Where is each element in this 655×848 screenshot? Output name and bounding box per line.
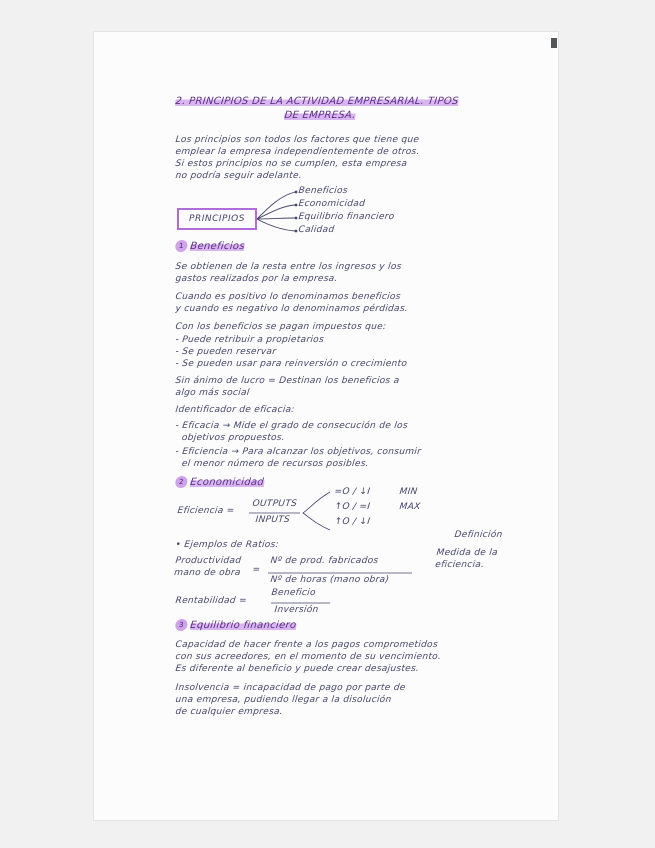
eficiencia-bound: MIN	[398, 487, 419, 497]
intro-line: no podría seguir adelante.	[174, 171, 303, 181]
productividad-equals: =	[251, 565, 261, 575]
eficiencia-label: Eficiencia =	[176, 506, 236, 516]
section-number-badge: 3	[175, 619, 188, 631]
equilibrio-line: una empresa, pudiendo llegar a la disolución	[174, 695, 392, 705]
page-title: 2. PRINCIPIOS DE LA ACTIVIDAD EMPRESARIAL. TIPOS	[174, 96, 460, 107]
principio-item: Beneficios	[297, 186, 349, 196]
eficiencia-case: ↑O / =I	[333, 502, 371, 512]
equilibrio-line: Insolvencia = incapacidad de pago por parte de	[174, 683, 407, 693]
beneficios-line: - Eficiencia → Para alcanzar los objetivos, consumir	[174, 447, 422, 457]
beneficios-line: el menor número de recursos posibles.	[174, 459, 370, 469]
rentabilidad-label: Rentabilidad =	[174, 596, 248, 606]
rentabilidad-numerator: Beneficio	[270, 588, 317, 598]
equilibrio-line: Capacidad de hacer frente a los pagos comprometidos	[174, 640, 439, 650]
intro-line: Los principios son todos los factores que tiene que	[174, 135, 420, 145]
rentabilidad-denominator: Inversión	[273, 605, 320, 615]
equilibrio-line: Es diferente al beneficio y puede crear desajustes.	[174, 664, 420, 674]
intro-line: Si estos principios no se cumplen, esta empresa	[174, 159, 408, 169]
section-number-badge: 1	[175, 240, 188, 252]
beneficios-line: y cuando es negativo lo denominamos pérdidas.	[174, 304, 409, 314]
definicion-text: Medida de la eficiencia.	[434, 548, 499, 570]
beneficios-line: - Eficacia → Mide el grado de consecución de los	[174, 421, 409, 431]
ejemplos-ratios: • Ejemplos de Ratios:	[174, 540, 280, 550]
equilibrio-line: de cualquier empresa.	[174, 707, 284, 717]
beneficios-line: - Se pueden usar para reinversión o crecimiento	[174, 359, 408, 369]
principio-item: Calidad	[297, 225, 335, 235]
productividad-denominator: Nº de horas (mano obra)	[269, 575, 390, 585]
beneficios-line: Identificador de eficacia:	[174, 405, 296, 415]
beneficios-line: gastos realizados por la empresa.	[174, 274, 339, 284]
beneficios-line: - Puede retribuir a propietarios	[174, 335, 325, 345]
beneficios-line: Con los beneficios se pagan impuestos que:	[174, 322, 387, 332]
definicion-title: Definición	[453, 530, 503, 540]
principios-box: PRINCIPIOS	[177, 208, 257, 230]
section-heading-economicidad: 2 Economicidad	[175, 476, 265, 489]
section-heading-equilibrio: 3 Equilibrio financiero	[175, 619, 297, 632]
principio-item: Equilibrio financiero	[297, 212, 395, 222]
principio-item: Economicidad	[297, 199, 366, 209]
page-title-line2: DE EMPRESA.	[283, 110, 357, 121]
eficiencia-case: =O / ↓I	[333, 487, 371, 497]
beneficios-line: objetivos propuestos.	[174, 433, 286, 443]
productividad-numerator: Nº de prod. fabricados	[269, 556, 379, 566]
section-heading-beneficios: 1 Beneficios	[175, 240, 246, 253]
section-number-badge: 2	[175, 476, 188, 488]
beneficios-line: Sin ánimo de lucro = Destinan los beneficios a	[174, 376, 400, 386]
intro-line: emplear la empresa independientemente de otros.	[174, 147, 421, 157]
eficiencia-numerator: OUTPUTS	[251, 499, 298, 509]
eficiencia-bound: MAX	[398, 502, 421, 512]
beneficios-line: - Se pueden reservar	[174, 347, 277, 357]
eficiencia-denominator: INPUTS	[254, 515, 291, 525]
eficiencia-case: ↑O / ↓I	[333, 517, 371, 527]
beneficios-line: algo más social	[174, 388, 251, 398]
beneficios-line: Se obtienen de la resta entre los ingresos y los	[174, 262, 403, 272]
beneficios-line: Cuando es positivo lo denominamos beneficios	[174, 292, 402, 302]
productividad-label: Productividad mano de obra	[173, 556, 242, 578]
equilibrio-line: con sus acreedores, en el momento de su vencimiento.	[174, 652, 442, 662]
